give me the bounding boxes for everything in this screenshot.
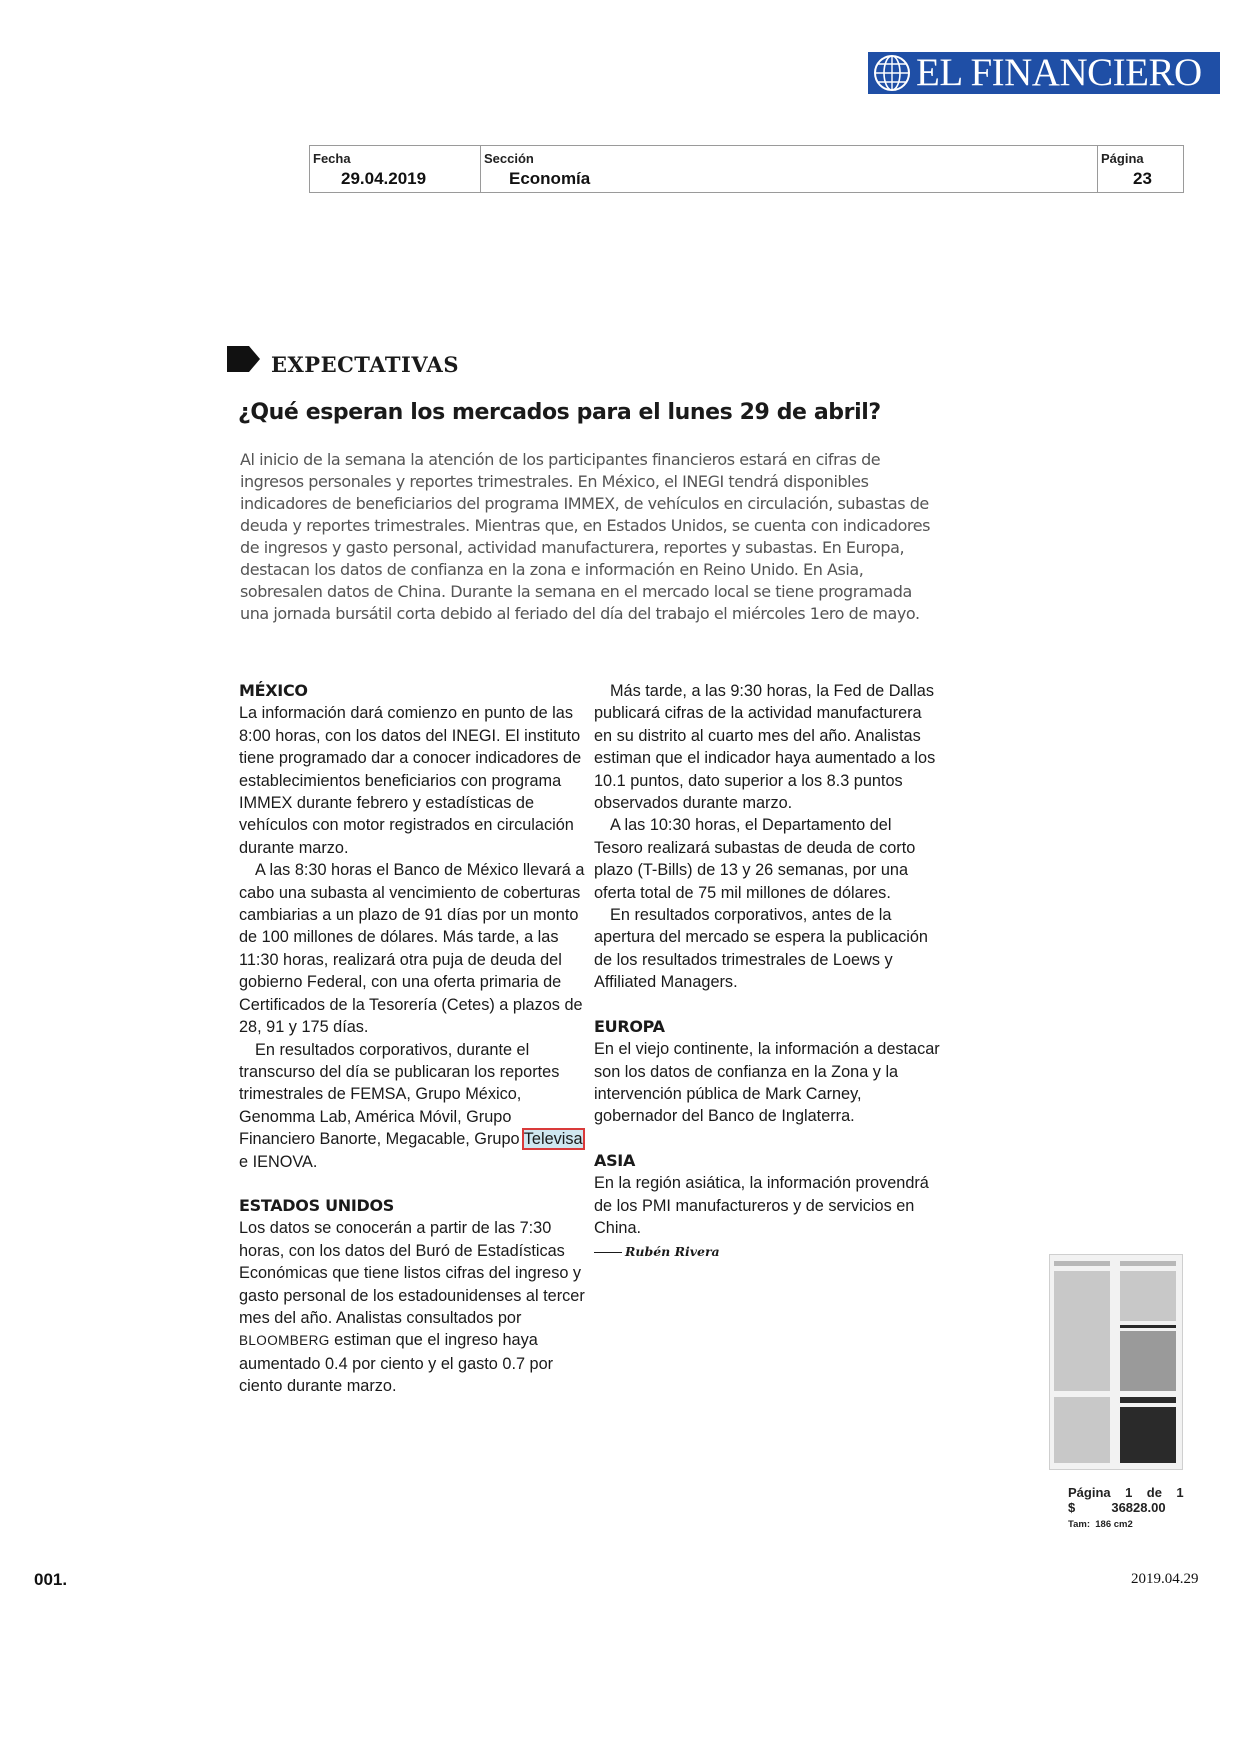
- section-tag-icon: [227, 344, 261, 374]
- mexico-paragraph-1: La información dará comienzo en punto de las 8:00 horas, con los datos del INEGI. El instituto tiene programado dar a conocer indicadores de establecimientos beneficiarios con programa IMMEX durante febrero y estadísticas de vehículos con motor registrados en circulación durante marzo.: [239, 704, 582, 857]
- globe-icon: [872, 53, 912, 93]
- seccion-value: Economía: [509, 169, 591, 188]
- clipping-header-table: [309, 145, 1184, 193]
- byline: [594, 1241, 944, 1263]
- mexico-p3-text-end: e IENOVA.: [239, 1152, 318, 1171]
- article-headline: ¿Qué esperan los mercados para el lunes 29 de abril?: [238, 400, 881, 425]
- section-label: EXPECTATIVAS: [271, 352, 460, 377]
- mexico-heading: MÉXICO: [239, 681, 308, 700]
- page-info: [1068, 1485, 1184, 1532]
- usa-heading: ESTADOS UNIDOS: [239, 1195, 395, 1215]
- page-thumbnail: [1049, 1254, 1183, 1470]
- usa-p1-text-end: estiman que el ingreso haya aumentado 0.4 por ciento y el gasto 0.7 por ciento durante marzo.: [239, 1331, 554, 1396]
- asia-heading: ASIA: [594, 1150, 636, 1170]
- bloomberg-source: BLOOMBERG: [239, 1333, 330, 1349]
- pagina-label: Página: [1101, 151, 1144, 166]
- asia-paragraph-1: En la región asiática, la información provendrá de los PMI manufactureros y de servicios en China.: [594, 1174, 929, 1237]
- europe-heading: EUROPA: [594, 1016, 665, 1036]
- mexico-paragraph-2: A las 8:30 horas el Banco de México llevará a cabo una subasta al vencimiento de coberturas cambiarias a un plazo de 91 días por un monto de 100 millones de dólares. Más tarde, a las 11:30 horas, realizará otra puja de deuda del gobierno Federal, con una oferta primaria de Certificados de la Tesorería (Cetes) a plazos de 28, 91 y 175 días.: [239, 861, 585, 1037]
- fecha-cell: [310, 146, 480, 192]
- europe-paragraph-1: En el viejo continente, la información a destacar son los datos de confianza en la Zona y la intervención pública de Mark Carney, gobernador del Banco de Inglaterra.: [594, 1040, 940, 1126]
- fecha-label: Fecha: [313, 151, 351, 166]
- footer-index: 001.: [34, 1570, 68, 1589]
- logo-wordmark: EL FINANCIERO: [916, 51, 1202, 94]
- seccion-cell: [481, 146, 1097, 192]
- usa-paragraph-3: A las 10:30 horas, el Departamento del Tesoro realizará subastas de deuda de corto plazo (T-Bills) de 13 y 26 semanas, por una oferta total de 75 mil millones de dólares.: [594, 816, 916, 902]
- usa-p1-text: Los datos se conocerán a partir de las 7:30 horas, con los datos del Buró de Estadísticas Económicas que tiene listos cifras del ingreso y gasto personal de los estadounidenses al tercer mes del año. Analistas consultados por: [239, 1219, 585, 1327]
- page-value: $ 36828.00: [1068, 1500, 1166, 1515]
- fecha-value: 29.04.2019: [341, 169, 427, 188]
- right-column: [594, 680, 944, 1264]
- mexico-p3-text: En resultados corporativos, durante el transcurso del día se publicaran los reportes trimestrales de FEMSA, Grupo México, Genomma Lab, América Móvil, Grupo Financiero Banorte, Megacable, Grupo: [239, 1040, 560, 1149]
- pagina-cell: [1098, 146, 1182, 192]
- usa-paragraph-1: [239, 1217, 589, 1397]
- usa-paragraph-2: Más tarde, a las 9:30 horas, la Fed de Dallas publicará cifras de la actividad manufacturera en su distrito al cuarto mes del año. Analistas estiman que el indicador haya aumentado a los 10.1 puntos, dato superior a los 8.3 puntos observados durante marzo.: [594, 682, 936, 813]
- el-financiero-logo: [868, 52, 1220, 94]
- left-column: [239, 680, 589, 1398]
- seccion-label: Sección: [484, 151, 534, 166]
- page-count: Página 1 de 1: [1068, 1485, 1184, 1500]
- article-intro: Al inicio de la semana la atención de los participantes financieros estará en cifras de ingresos personales y reportes trimestrales. En México, el INEGI tendrá disponibles indicadores de beneficiarios del programa IMMEX, de vehículos en circulación, subastas de deuda y reportes trimestrales. Mientras que, en Estados Unidos, se cuenta con indicadores de ingresos y gasto personal, actividad manufacturera, reportes y subastas. En Europa, destacan los datos de confianza en la zona e información en Reino Unido. En Asia, sobresalen datos de China. Durante la semana en el mercado local se tiene programada una jornada bursátil corta debido al feriado del día del trabajo el miércoles 1ero de mayo.: [240, 450, 930, 623]
- footer-date: 2019.04.29: [1131, 1571, 1199, 1587]
- mexico-paragraph-3: [239, 1039, 589, 1173]
- usa-paragraph-4: En resultados corporativos, antes de la apertura del mercado se espera la publicación de los resultados trimestrales de Loews y Affiliated Managers.: [594, 906, 928, 992]
- byline-author: Rubén Rivera: [625, 1244, 720, 1260]
- page-size: Tam: 186 cm2: [1068, 1519, 1133, 1530]
- byline-dash: [594, 1252, 622, 1253]
- highlighted-term-televisa: Televisa: [523, 1130, 583, 1149]
- pagina-value: 23: [1133, 169, 1152, 188]
